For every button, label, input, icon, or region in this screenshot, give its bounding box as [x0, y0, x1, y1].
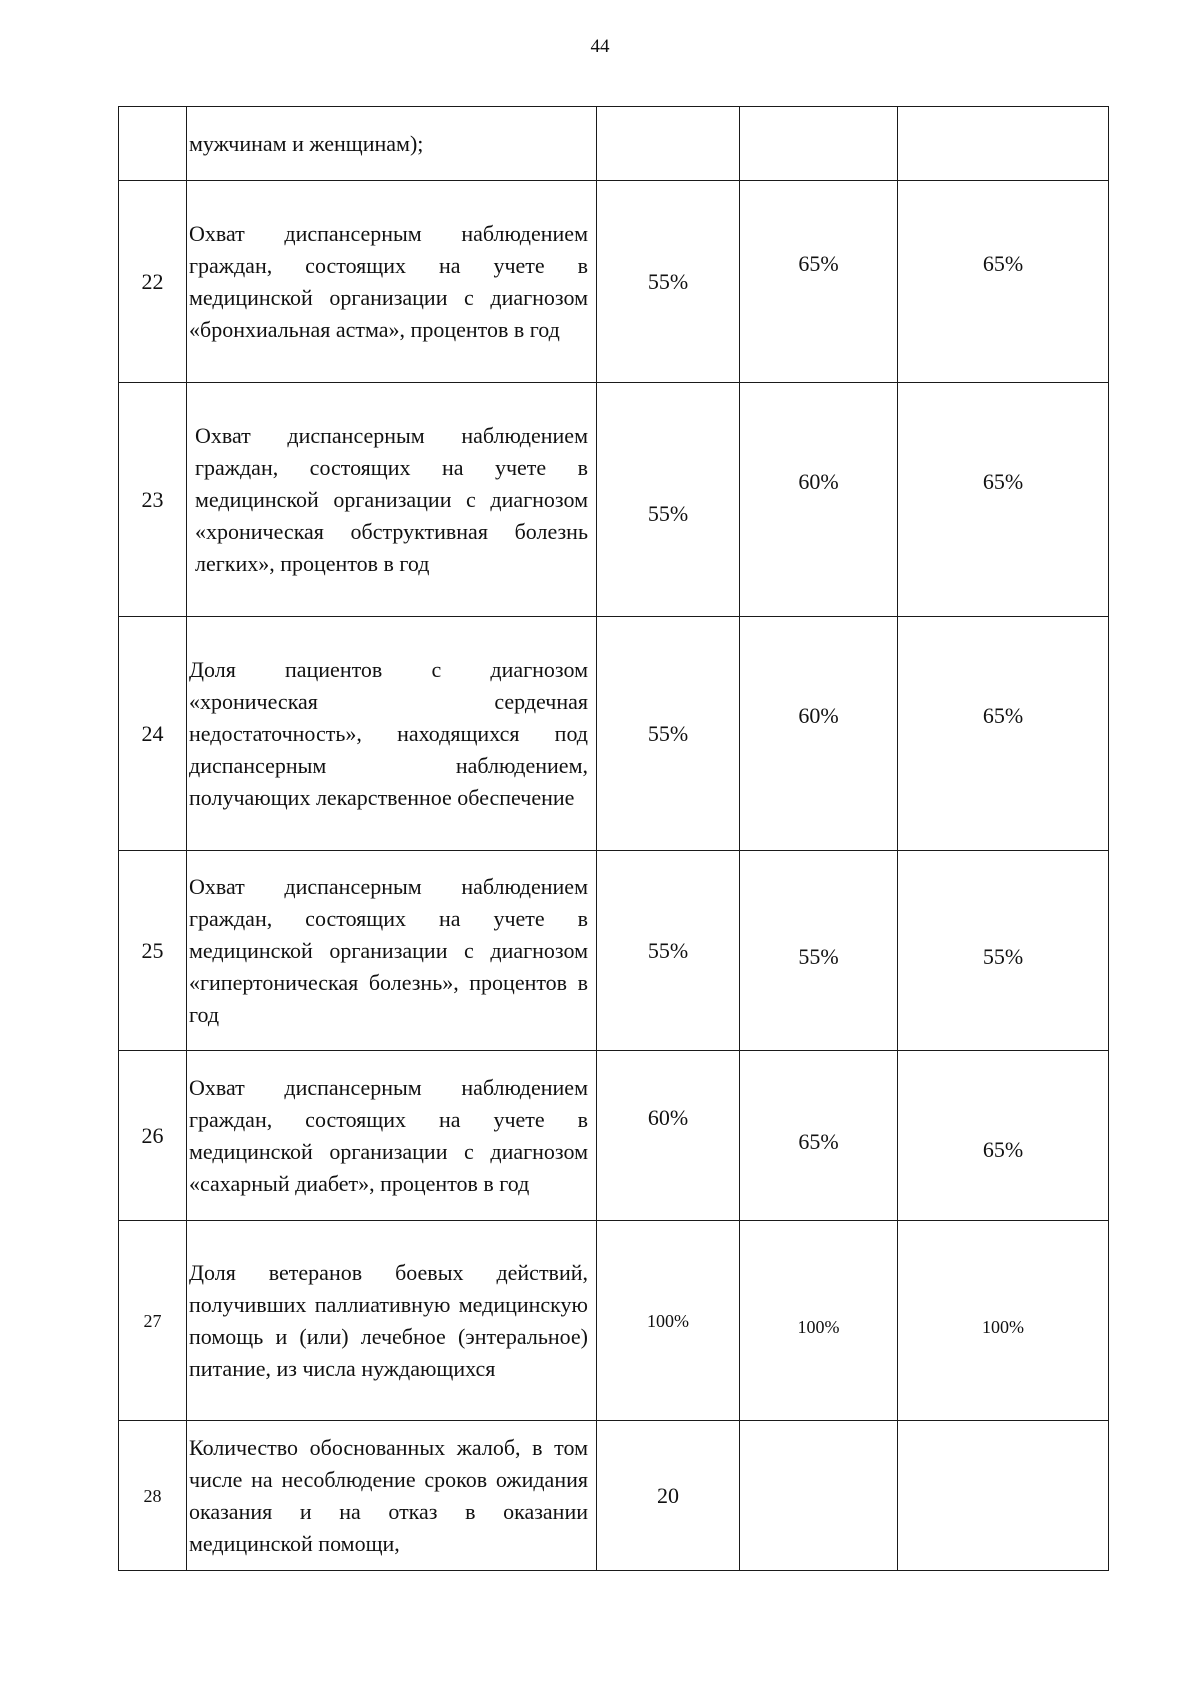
indicator-text-cell: Охват диспансерным наблюдением граждан, состоящих на учете в медицинской организации с диагнозом «сахарный диабет», процентов в год [187, 1051, 597, 1221]
table-row-23 [119, 383, 1109, 617]
value-cell-3 [898, 181, 1109, 383]
value-text: 65% [982, 1136, 1024, 1162]
value-cell-1: 20 [597, 1421, 740, 1571]
indicator-text-cell: Доля ветеранов боевых действий, получивших паллиативную медицинскую помощь и (или) лечебное (энтеральное) питание, из числа нуждающихся [187, 1221, 597, 1421]
value-cell-1 [597, 383, 740, 617]
value-text: 55% [647, 937, 689, 963]
row-number-cell: 26 [119, 1051, 187, 1221]
value-cell-1 [597, 107, 740, 181]
row-number-cell: 27 [119, 1221, 187, 1421]
row-number-cell: 22 [119, 181, 187, 383]
value-text: 55% [982, 943, 1024, 969]
value-text: 65% [982, 468, 1024, 494]
value-cell-2 [740, 617, 898, 851]
indicator-text-cell: мужчинам и женщинам); [187, 107, 597, 181]
value-cell-2 [740, 181, 898, 383]
value-cell-3 [898, 1221, 1109, 1421]
table-row-continuation [119, 107, 1109, 181]
value-text: 55% [647, 268, 689, 294]
indicator-text-cell: Охват диспансерным наблюдением граждан, состоящих на учете в медицинской организации с диагнозом «хроническая обструктивная болезнь легких», процентов в год [187, 383, 597, 617]
value-text: 60% [647, 1104, 689, 1130]
value-cell-3 [898, 383, 1109, 617]
indicator-text-cell: Охват диспансерным наблюдением граждан, состоящих на учете в медицинской организации с диагнозом «гипертоническая болезнь», процентов в год [187, 851, 597, 1051]
value-text: 55% [647, 720, 689, 746]
value-cell-1 [597, 1051, 740, 1221]
value-text: 60% [798, 468, 839, 494]
value-cell-2 [740, 1221, 898, 1421]
value-text: 65% [982, 250, 1024, 276]
value-cell-3 [898, 1421, 1109, 1571]
table-row-24 [119, 617, 1109, 851]
table-row-26 [119, 1051, 1109, 1221]
indicator-text-cell: Охват диспансерным наблюдением граждан, состоящих на учете в медицинской организации с диагнозом «бронхиальная астма», процентов в год [187, 181, 597, 383]
value-text: 100% [982, 1316, 1024, 1337]
value-cell-3 [898, 1051, 1109, 1221]
table-row-27 [119, 1221, 1109, 1421]
value-cell-1 [597, 617, 740, 851]
table-row-22 [119, 181, 1109, 383]
row-number-cell: 23 [119, 383, 187, 617]
value-text: 65% [798, 250, 839, 276]
value-cell-1 [597, 1221, 740, 1421]
indicator-text-cell: Доля пациентов с диагнозом «хроническая сердечная недостаточность», находящихся под диспансерным наблюдением, получающих лекарственное обеспечение [187, 617, 597, 851]
value-cell-2 [740, 107, 898, 181]
indicator-text-cell: Количество обоснованных жалоб, в том числе на несоблюдение сроков ожидания оказания и на отказ в оказании медицинской помощи, [187, 1421, 597, 1571]
value-cell-3 [898, 851, 1109, 1051]
row-number-cell: 25 [119, 851, 187, 1051]
value-text: 55% [798, 943, 839, 969]
value-cell-1 [597, 851, 740, 1051]
value-cell-1 [597, 181, 740, 383]
value-cell-2 [740, 851, 898, 1051]
row-number-cell [119, 107, 187, 181]
value-text: 55% [647, 500, 689, 526]
value-cell-3 [898, 107, 1109, 181]
value-text: 65% [982, 702, 1024, 728]
value-cell-3 [898, 617, 1109, 851]
value-cell-2 [740, 1051, 898, 1221]
value-cell-2 [740, 383, 898, 617]
value-text: 60% [798, 702, 839, 728]
value-cell-2 [740, 1421, 898, 1571]
row-number-cell: 28 [119, 1421, 187, 1571]
table-row-28 [119, 1421, 1109, 1571]
row-number-cell: 24 [119, 617, 187, 851]
page-number: 44 [590, 36, 610, 57]
value-text: 100% [647, 1310, 689, 1331]
table-row-25 [119, 851, 1109, 1051]
indicators-table [118, 106, 1109, 1571]
value-text: 100% [797, 1316, 840, 1337]
value-text: 65% [798, 1128, 839, 1154]
